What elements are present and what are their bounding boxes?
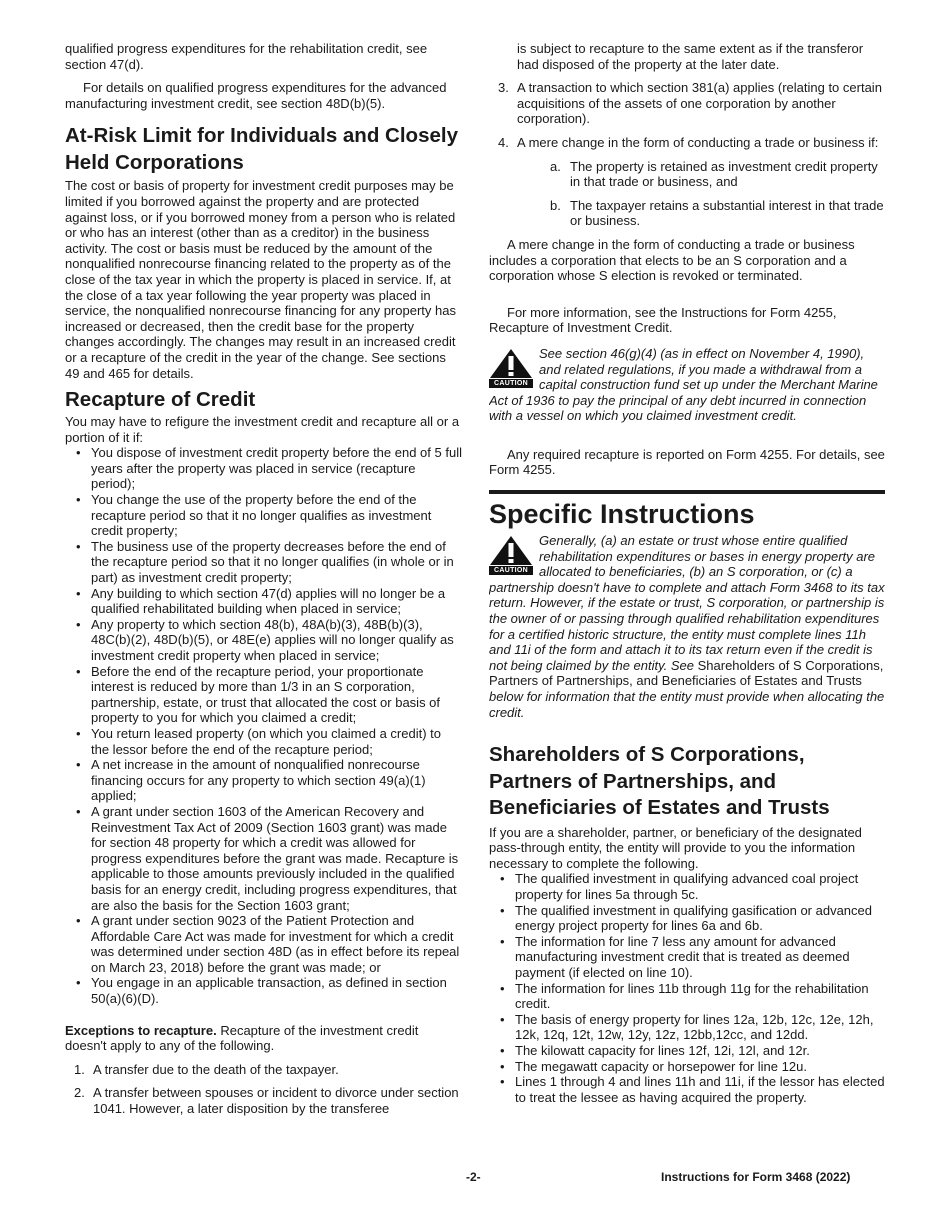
item-text: The taxpayer retains a substantial interest in that trade or business. xyxy=(570,197,884,229)
recapture-reported-paragraph: Any required recapture is reported on Form 4255. For details, see Form 4255. xyxy=(489,446,885,478)
exceptions-label: Exceptions to recapture. xyxy=(65,1022,217,1038)
list-item xyxy=(489,80,885,127)
list-item: • You engage in an applicable transaction, as defined in section 50(a)(6)(D). xyxy=(65,975,462,1006)
item-number: 2. xyxy=(74,1085,85,1101)
list-item: • A grant under section 1603 of the American Recovery and Reinvestment Tax Act of 2009 (Section 1603 grant) was made for section 48 property for which a credit was allowed for progress expenditures before the grant was made. Recapture is applicable to those amounts previously included in the qualified basis for an energy credit, including progress expenditures, that are also the basis for the Section 1603 grant; xyxy=(65,804,462,913)
item-text: The property is retained as investment credit property in that trade or business, and xyxy=(570,158,878,190)
item-text: A transfer between spouses or incident to divorce under section 1041. However, a later disposition by the transferee xyxy=(93,1085,459,1117)
item-number: 4. xyxy=(498,134,509,150)
caution-text-2a: Generally, (a) an estate or trust whose entire qualified rehabilitation expenditures or bases in energy property are allocated to beneficiaries, (b) an S corporation, or (c) a partnership doesn't have to complete and attach Form 3468 to its tax return. However, if the estate or trust, S corporation, or partnership is the owner of or passing through qualified rehabilitation expenditures for a certified historic structure, the entity must complete lines 11h and 11i of the form and attach it to its tax return even if the credit is not being claimed by the entity. See xyxy=(489,533,885,673)
right-column xyxy=(489,41,885,1105)
caution-label: CAUTION xyxy=(494,379,528,387)
list-item: • You return leased property (on which you claimed a credit) to the lessor before the end of the recapture period; xyxy=(65,726,462,757)
list-item xyxy=(517,198,885,229)
exceptions-text: Recapture of the investment credit doesn't apply to any of the following. xyxy=(65,1022,419,1054)
exceptions-list-continued xyxy=(489,41,885,229)
list-item: • The qualified investment in qualifying gasification or advanced energy project property for lines 6a and 6b. xyxy=(489,903,885,934)
intro-paragraph-2: For details on qualified progress expenditures for the advanced manufacturing investment credit, see section 48D(b)(5). xyxy=(65,80,447,111)
item-letter: a. xyxy=(550,158,561,174)
list-item: • Any building to which section 47(d) applies will no longer be a qualified rehabilitated building when placed in service; xyxy=(65,586,462,617)
section-divider xyxy=(489,490,885,494)
list-item: • The kilowatt capacity for lines 12f, 12i, 12l, and 12r. xyxy=(489,1043,885,1059)
shareholders-heading: Shareholders of S Corporations, Partners of Partnerships, and Beneficiaries of Estates and Trusts xyxy=(489,743,830,820)
list-item xyxy=(517,159,885,190)
list-item: • The information for line 7 less any amount for advanced manufacturing investment credit that is treated as deemed payment (if elected on line 10). xyxy=(489,934,885,981)
specific-instructions-heading: Specific Instructions xyxy=(489,499,755,530)
item-letter: b. xyxy=(550,197,561,213)
item-text: A transaction to which section 381(a) applies (relating to certain acquisitions of the assets of one corporation by another corporation). xyxy=(517,80,882,127)
caution-note-1 xyxy=(489,346,885,424)
shareholders-intro: If you are a shareholder, partner, or beneficiary of the designated pass-through entity, the entity will provide to you the information necessary to complete the following. xyxy=(489,824,862,871)
caution-triangle-icon xyxy=(489,348,533,388)
list-item: • A net increase in the amount of nonqualified nonrecourse financing occurs for any property to which section 49(a)(1) applied; xyxy=(65,757,462,804)
list-item: • You change the use of the property before the end of the recapture period so that it no longer qualifies as investment credit property; xyxy=(65,492,462,539)
list-item xyxy=(65,1062,462,1078)
item-text: A mere change in the form of conducting a trade or business if: xyxy=(517,134,879,150)
atrisk-heading: At-Risk Limit for Individuals and Closely Held Corporations xyxy=(65,124,458,175)
list-item: • The business use of the property decreases before the end of the recapture period so that it no longer qualifies (in whole or in part) as investment credit property; xyxy=(65,539,462,586)
list-item: • The information for lines 11b through 11g for the rehabilitation credit. xyxy=(489,981,885,1012)
list-item xyxy=(489,41,885,72)
list-item: • The qualified investment in qualifying advanced coal project property for lines 5a through 5c. xyxy=(489,871,885,902)
recapture-bullet-list xyxy=(65,445,462,1006)
caution-triangle-icon xyxy=(489,535,533,575)
caution-note-2 xyxy=(489,533,885,720)
exceptions-paragraph xyxy=(65,1023,462,1054)
recapture-intro: You may have to refigure the investment credit and recapture all or a portion of it if: xyxy=(65,414,460,445)
item-text: A transfer due to the death of the taxpayer. xyxy=(93,1061,339,1077)
atrisk-body: The cost or basis of property for investment credit purposes may be limited if you borrowed against the property and are protected against loss, or if you borrowed money from a person who is related or who has an interest (other than as a creditor) in the business activity. The cost or basis must be reduced by the amount of the nonqualified nonrecourse financing related to the property as of the close of the tax year in which the property is placed in service. If, at the close of a tax year following the year property was placed in service, the nonqualified nonrecourse financing for any property has increased or decreased, then the credit base for the property changes accordingly. The changes may result in an increased credit or a recapture of the credit in the year of the change. See sections 49 and 465 for details. xyxy=(65,178,456,381)
list-item: • Lines 1 through 4 and lines 11h and 11i, if the lessor has elected to treat the lessee as having acquired the property. xyxy=(489,1074,885,1105)
form-title-footer: Instructions for Form 3468 (2022) xyxy=(661,1170,851,1184)
list-item: • Any property to which section 48(b), 48A(b)(3), 48B(b)(3), 48C(b)(2), 48D(b)(5), or 48E(e) applies will no longer qualify as investment credit property when placed in service; xyxy=(65,617,462,664)
mere-change-paragraph: A mere change in the form of conducting a trade or business includes a corporation that elects to be an S corporation and a corporation whose S election is revoked or terminated. xyxy=(489,236,855,284)
list-item: • A grant under section 9023 of the Patient Protection and Affordable Care Act was made for investment for which a credit was determined under section 48D (as in effect before its repeal on March 23, 2018) before the grant was made; or xyxy=(65,913,462,975)
list-item: • The megawatt capacity or horsepower for line 12u. xyxy=(489,1059,885,1075)
caution-label: CAUTION xyxy=(494,567,528,575)
list-item xyxy=(65,1085,462,1116)
caution-text-2b: Shareholders of S Corporations, Partners of Partnerships, and Beneficiaries of Estates and Trusts xyxy=(489,657,884,689)
left-column xyxy=(65,41,462,1125)
recapture-heading: Recapture of Credit xyxy=(65,388,256,412)
caution-text-1: See section 46(g)(4) (as in effect on November 4, 1990), and related regulations, if you made a withdrawal from a capital construction fund set up under the Merchant Marine Act of 1936 to pay the principal of any debt incurred in connection with a vessel on which you claimed investment credit. xyxy=(489,345,878,424)
page-number: -2- xyxy=(466,1170,481,1184)
shareholders-bullet-list xyxy=(489,871,885,1105)
list-item: • Before the end of the recapture period, your proportionate interest is reduced by more than 1/3 in an S corporation, partnership, estate, or trust that allocated the cost or basis of property to you for which you claimed a credit; xyxy=(65,664,462,726)
item-text: is subject to recapture to the same extent as if the transferor had disposed of the property at the later date. xyxy=(517,41,864,72)
caution-text-2c: below for information that the entity must provide when allocating the credit. xyxy=(489,689,885,720)
exceptions-list xyxy=(65,1062,462,1117)
item-number: 3. xyxy=(498,80,509,96)
more-info-paragraph: For more information, see the Instructions for Form 4255, Recapture of Investment Credit. xyxy=(489,304,837,336)
sub-list xyxy=(517,159,885,229)
list-item xyxy=(489,135,885,229)
item-number: 1. xyxy=(74,1061,85,1077)
list-item: • You dispose of investment credit property before the end of 5 full years after the property was placed in service (recapture period); xyxy=(65,445,462,492)
list-item: • The basis of energy property for lines 12a, 12b, 12c, 12e, 12h, 12k, 12q, 12t, 12w, 12y, 12z, 12bb,12cc, and 12dd. xyxy=(489,1012,885,1043)
intro-paragraph-1: qualified progress expenditures for the rehabilitation credit, see section 47(d). xyxy=(65,41,428,72)
